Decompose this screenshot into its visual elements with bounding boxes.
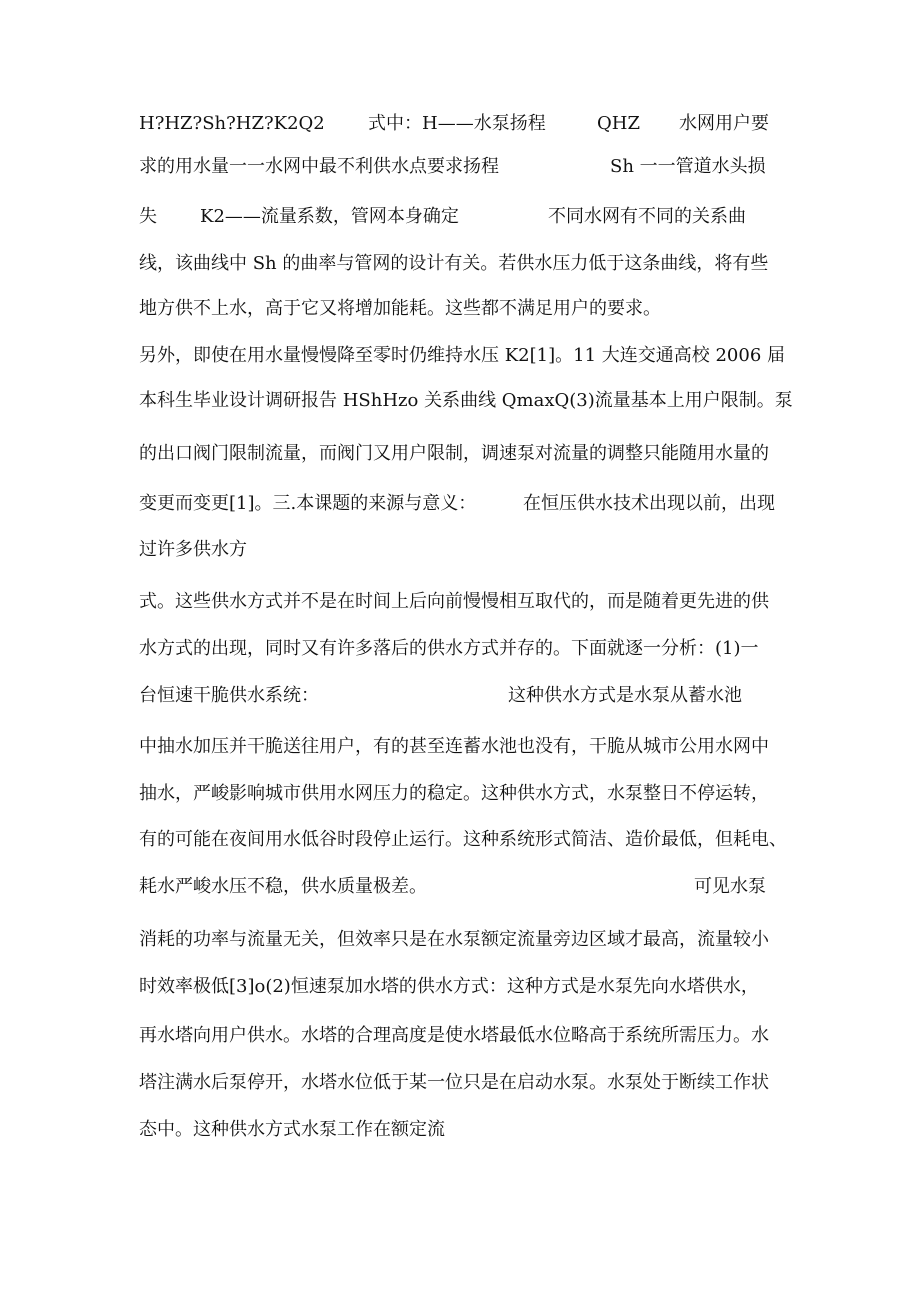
- paragraph-text: 有的可能在夜间用水低谷时段停止运行。这种系统形式简洁、造价最低，但耗电、: [139, 829, 787, 850]
- text-line-13: [139, 684, 319, 708]
- paragraph-text: K2——流量系数，管网本身确定: [200, 206, 459, 227]
- text-line-19: [139, 975, 759, 999]
- text-line-3b: [200, 205, 459, 229]
- text-line-3: [139, 205, 157, 229]
- paragraph-text: 地方供不上水，高于它又将增加能耗。这些都不满足用户的要求。: [139, 298, 661, 319]
- text-line-1c: [597, 112, 640, 136]
- paragraph-text: 的出口阀门限制流量，而阀门又用户限制，调速泵对流量的调整只能随用水量的: [139, 443, 769, 464]
- definition-tail-text: 水网用户要: [679, 113, 769, 134]
- formula-text: H?HZ?Sh?HZ?K2Q2: [139, 113, 325, 134]
- text-line-16: [139, 828, 787, 852]
- text-line-11: [139, 590, 769, 614]
- text-line-18: [139, 928, 769, 952]
- paragraph-text: 另外，即使在用水量慢慢降至零时仍维持水压 K2[1]。11 大连交通高校 2006 届: [139, 345, 785, 366]
- text-line-20: [139, 1024, 769, 1048]
- text-line-21: [139, 1071, 769, 1095]
- text-line-9b: [523, 492, 775, 516]
- paragraph-text: 台恒速干脆供水系统：: [139, 685, 319, 706]
- paragraph-text: 中抽水加压并干脆送往用户，有的甚至连蓄水池也没有，干脆从城市公用水网中: [139, 736, 769, 757]
- paragraph-text: 失: [139, 206, 157, 227]
- paragraph-text: 抽水，严峻影响城市供用水网压力的稳定。这种供水方式，水泵整日不停运转，: [139, 783, 769, 804]
- text-line-15: [139, 782, 769, 806]
- paragraph-text: 不同水网有不同的关系曲: [548, 206, 746, 227]
- text-line-13b: [508, 684, 742, 708]
- text-line-1d: [679, 112, 769, 136]
- text-line-14: [139, 735, 769, 759]
- text-line-2b: [610, 155, 766, 179]
- text-line-9: [139, 492, 476, 516]
- paragraph-text: 这种供水方式是水泵从蓄水池: [508, 685, 742, 706]
- text-line-1: [139, 112, 325, 136]
- text-line-4: [139, 252, 768, 276]
- paragraph-text: 再水塔向用户供水。水塔的合理高度是使水塔最低水位略高于系统所需压力。水: [139, 1025, 769, 1046]
- text-line-17b: [694, 875, 766, 899]
- text-line-6: [139, 344, 785, 368]
- paragraph-text: 可见水泵: [694, 876, 766, 897]
- paragraph-text: 变更而变更[1]。三.本课题的来源与意义：: [139, 493, 477, 514]
- text-line-3c: [548, 205, 746, 229]
- paragraph-text: 过许多供水方: [139, 539, 247, 560]
- paragraph-text: 态中。这种供水方式水泵工作在额定流: [139, 1119, 445, 1140]
- text-line-7: [139, 389, 793, 413]
- text-line-17: [139, 875, 427, 899]
- text-line-22: [139, 1118, 445, 1142]
- paragraph-text: 耗水严峻水压不稳，供水质量极差。: [139, 876, 427, 897]
- text-line-10: [139, 538, 247, 562]
- text-line-2: [139, 155, 499, 179]
- paragraph-text: 线，该曲线中 Sh 的曲率与管网的设计有关。若供水压力低于这条曲线，将有些: [139, 253, 769, 274]
- paragraph-text: 式。这些供水方式并不是在时间上后向前慢慢相互取代的，而是随着更先进的供: [139, 591, 769, 612]
- paragraph-text: 消耗的功率与流量无关，但效率只是在水泵额定流量旁边区域才最高，流量较小: [139, 929, 769, 950]
- paragraph-text: 水方式的出现，同时又有许多落后的供水方式并存的。下面就逐一分析：(1)一: [139, 638, 759, 659]
- definition-head-text: 式中：H——水泵扬程: [368, 113, 546, 134]
- text-line-12: [139, 637, 759, 661]
- paragraph-text: 塔注满水后泵停开，水塔水位低于某一位只是在启动水泵。水泵处于断续工作状: [139, 1072, 769, 1093]
- paragraph-text: 求的用水量一一水网中最不利供水点要求扬程: [139, 156, 499, 177]
- text-line-8: [139, 442, 769, 466]
- paragraph-text: Sh 一一管道水头损: [610, 156, 766, 177]
- paragraph-text: 时效率极低[3]o(2)恒速泵加水塔的供水方式：这种方式是水泵先向水塔供水，: [139, 976, 759, 997]
- paragraph-text: 在恒压供水技术出现以前，出现: [523, 493, 775, 514]
- symbol-qhz-text: QHZ: [597, 113, 640, 134]
- paragraph-text: 本科生毕业设计调研报告 HShHzo 关系曲线 QmaxQ(3)流量基本上用户限制。泵: [139, 390, 793, 411]
- text-line-1b: [368, 112, 546, 136]
- text-line-5: [139, 297, 661, 321]
